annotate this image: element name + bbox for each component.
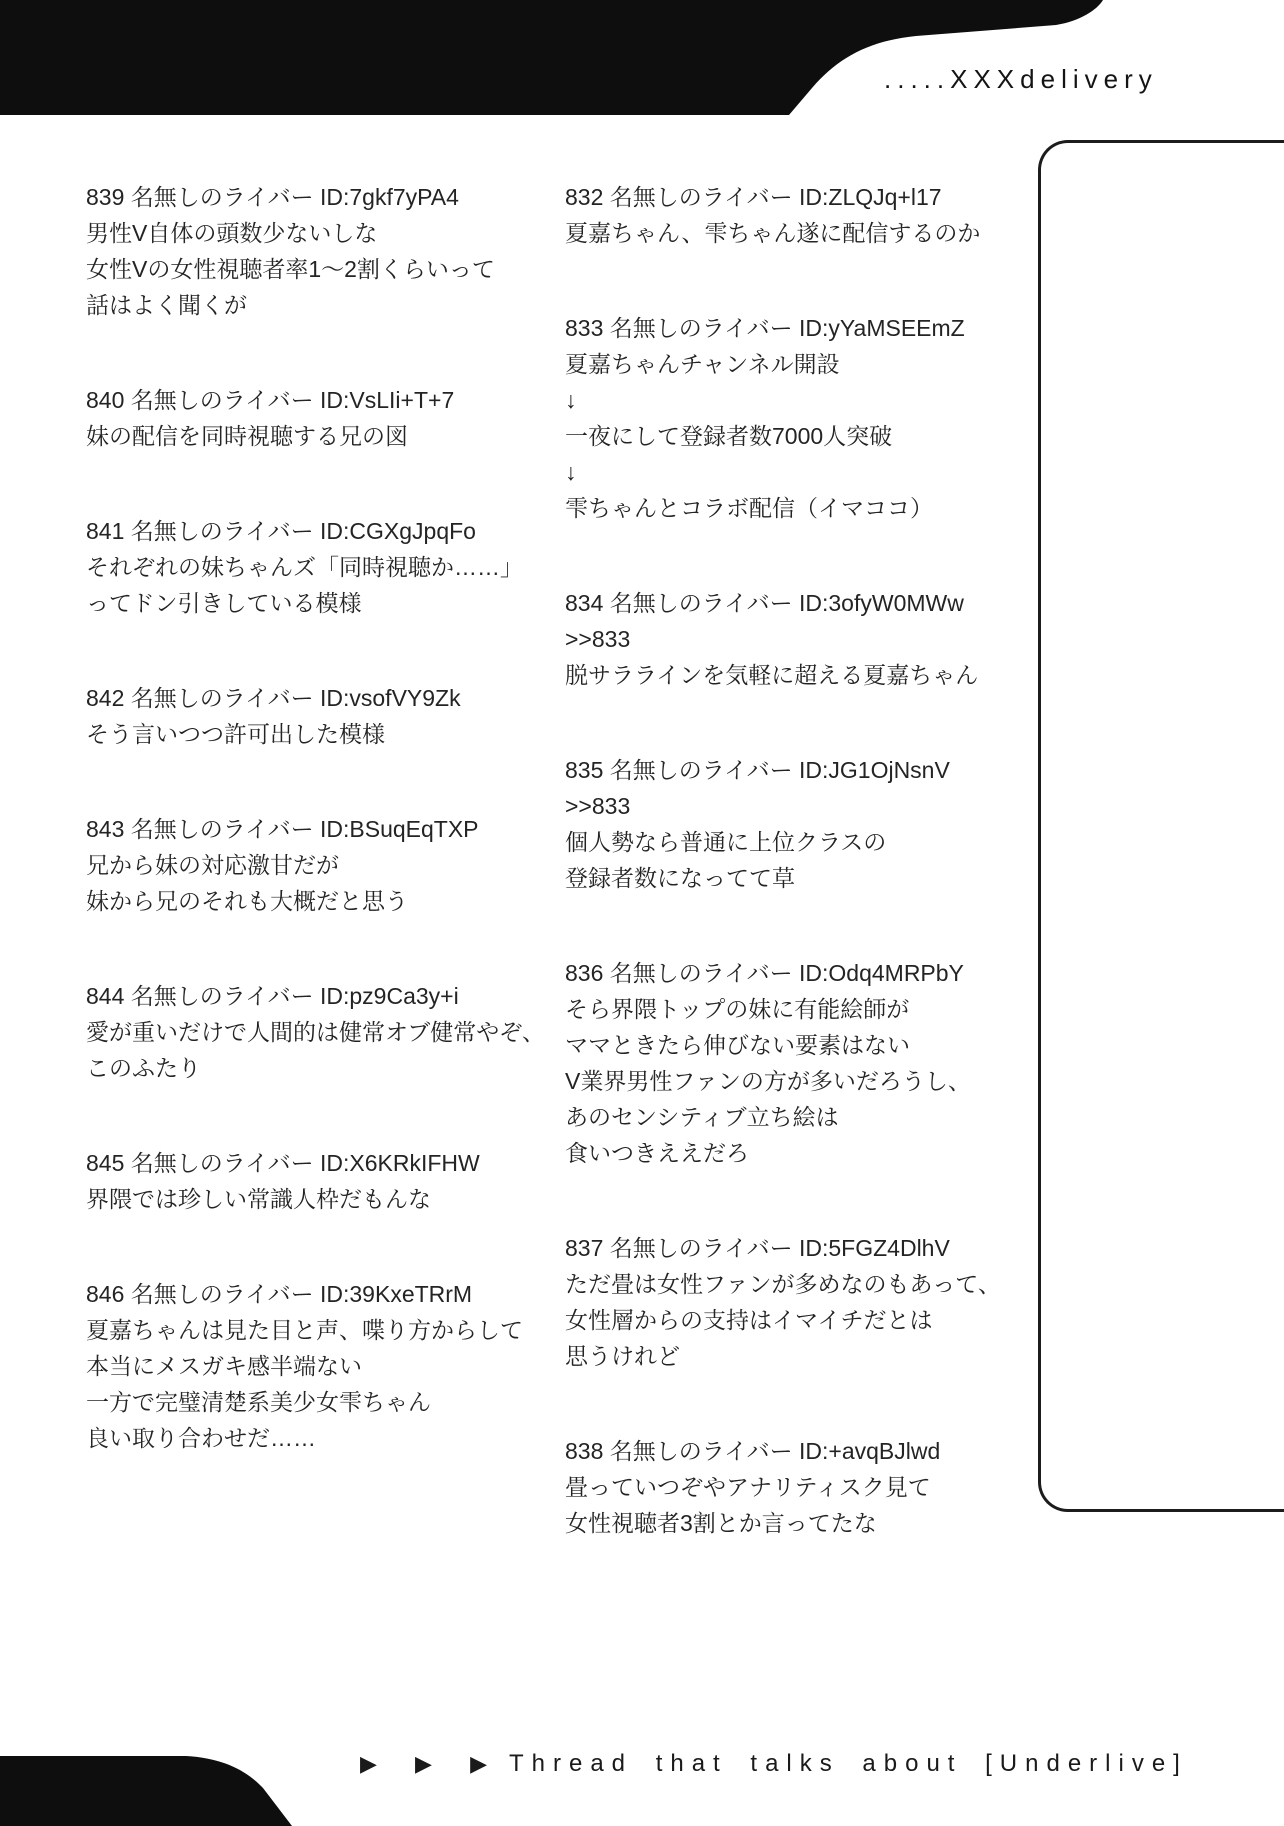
footer-title-text: Thread that talks about [Underlive] <box>508 1750 1188 1777</box>
post-body-line: 個人勢なら普通に上位クラスの <box>565 829 887 855</box>
header-bar <box>0 0 1284 115</box>
footer-bar <box>0 1754 300 1826</box>
triangle-arrows-icon: ▶ ▶ ▶ <box>360 1751 499 1776</box>
post-body-line: それぞれの妹ちゃんズ「同時視聴か……」 <box>86 554 523 580</box>
brand-text: .....XXXdelivery <box>884 64 1158 94</box>
post-header: 834 名無しのライバー ID:3ofyW0MWw <box>565 590 964 616</box>
forum-post <box>565 1433 1037 1541</box>
post-body-line: 界隈では珍しい常識人枠だもんな <box>86 1186 431 1212</box>
post-body-line: 女性視聴者3割とか言ってたな <box>565 1510 877 1536</box>
post-body-line: ってドン引きしている模様 <box>86 590 362 616</box>
post-body-line: 畳っていつぞやアナリティスク見て <box>565 1474 931 1500</box>
thread-column-right <box>565 179 1037 1600</box>
post-body-line: そら界隈トップの妹に有能絵師が <box>565 996 910 1022</box>
post-header: 841 名無しのライバー ID:CGXgJpqFo <box>86 518 476 544</box>
post-body-line: 話はよく聞くが <box>86 292 247 318</box>
post-header: 846 名無しのライバー ID:39KxeTRrM <box>86 1281 473 1307</box>
post-body-line: 食いつきええだろ <box>565 1140 749 1166</box>
post-body-line: 夏嘉ちゃんチャンネル開設 <box>565 351 840 377</box>
post-reply-anchor: >>833 <box>565 626 631 652</box>
forum-post <box>86 1276 551 1456</box>
post-body-line: ↓ <box>565 387 577 413</box>
post-header: 844 名無しのライバー ID:pz9Ca3y+i <box>86 983 459 1009</box>
forum-post <box>565 585 1037 693</box>
post-header: 837 名無しのライバー ID:5FGZ4DlhV <box>565 1235 950 1261</box>
post-body-line: 本当にメスガキ感半端ない <box>86 1353 362 1379</box>
post-body-line: 妹から兄のそれも大概だと思う <box>86 888 408 914</box>
post-body-line: 思うけれど <box>565 1343 680 1369</box>
post-header: 832 名無しのライバー ID:ZLQJq+l17 <box>565 184 942 210</box>
post-body-line: 女性Vの女性視聴者率1～2割くらいって <box>86 256 495 282</box>
post-body-line: 愛が重いだけで人間的は健常オブ健常やぞ、 <box>86 1019 545 1045</box>
post-body-line: 一夜にして登録者数7000人突破 <box>565 423 893 449</box>
post-body-line: 雫ちゃんとコラボ配信（イマココ） <box>565 495 933 521</box>
post-header: 845 名無しのライバー ID:X6KRkIFHW <box>86 1150 480 1176</box>
forum-post <box>565 752 1037 896</box>
forum-post <box>86 978 551 1086</box>
post-body-line: ただ畳は女性ファンが多めなのもあって、 <box>565 1271 1001 1297</box>
post-body-line: 夏嘉ちゃん、雫ちゃん遂に配信するのか <box>565 220 981 246</box>
forum-post <box>86 1145 551 1217</box>
forum-post <box>86 382 551 454</box>
thread-column-left <box>86 179 551 1515</box>
post-header: 839 名無しのライバー ID:7gkf7yPA4 <box>86 184 459 210</box>
thread-panel-border <box>1038 140 1284 1512</box>
forum-post <box>565 310 1037 526</box>
post-body-line: 一方で完璧清楚系美少女雫ちゃん <box>86 1389 431 1415</box>
post-body-line: あのセンシティブ立ち絵は <box>565 1104 839 1130</box>
post-body-line: ママときたら伸びない要素はない <box>565 1032 910 1058</box>
post-body-line: そう言いつつ許可出した模様 <box>86 721 385 747</box>
forum-post <box>565 1230 1037 1374</box>
post-body-line: 登録者数になってて草 <box>565 865 795 891</box>
post-header: 838 名無しのライバー ID:+avqBJlwd <box>565 1438 941 1464</box>
post-body-line: 女性層からの支持はイマイチだとは <box>565 1307 933 1333</box>
post-body-line: ↓ <box>565 459 577 485</box>
forum-post <box>86 680 551 752</box>
post-body-line: 夏嘉ちゃんは見た目と声、喋り方からして <box>86 1317 523 1343</box>
post-body-line: 良い取り合わせだ…… <box>86 1425 316 1451</box>
post-body-line: V業界男性ファンの方が多いだろうし、 <box>565 1068 971 1094</box>
post-header: 833 名無しのライバー ID:yYaMSEEmZ <box>565 315 965 341</box>
forum-post <box>86 513 551 621</box>
post-header: 836 名無しのライバー ID:Odq4MRPbY <box>565 960 964 986</box>
post-body-line: 妹の配信を同時視聴する兄の図 <box>86 423 408 449</box>
post-header: 835 名無しのライバー ID:JG1OjNsnV <box>565 757 950 783</box>
footer-title <box>360 1750 1188 1778</box>
post-body-line: 兄から妹の対応激甘だが <box>86 852 339 878</box>
forum-post <box>565 955 1037 1171</box>
forum-post <box>86 179 551 323</box>
forum-post <box>86 811 551 919</box>
post-header: 842 名無しのライバー ID:vsofVY9Zk <box>86 685 461 711</box>
post-body-line: このふたり <box>86 1055 201 1081</box>
post-reply-anchor: >>833 <box>565 793 631 819</box>
post-header: 840 名無しのライバー ID:VsLIi+T+7 <box>86 387 455 413</box>
post-body-line: 脱サララインを気軽に超える夏嘉ちゃん <box>565 662 979 688</box>
post-body-line: 男性V自体の頭数少ないしな <box>86 220 378 246</box>
post-header: 843 名無しのライバー ID:BSuqEqTXP <box>86 816 479 842</box>
forum-post <box>565 179 1037 251</box>
